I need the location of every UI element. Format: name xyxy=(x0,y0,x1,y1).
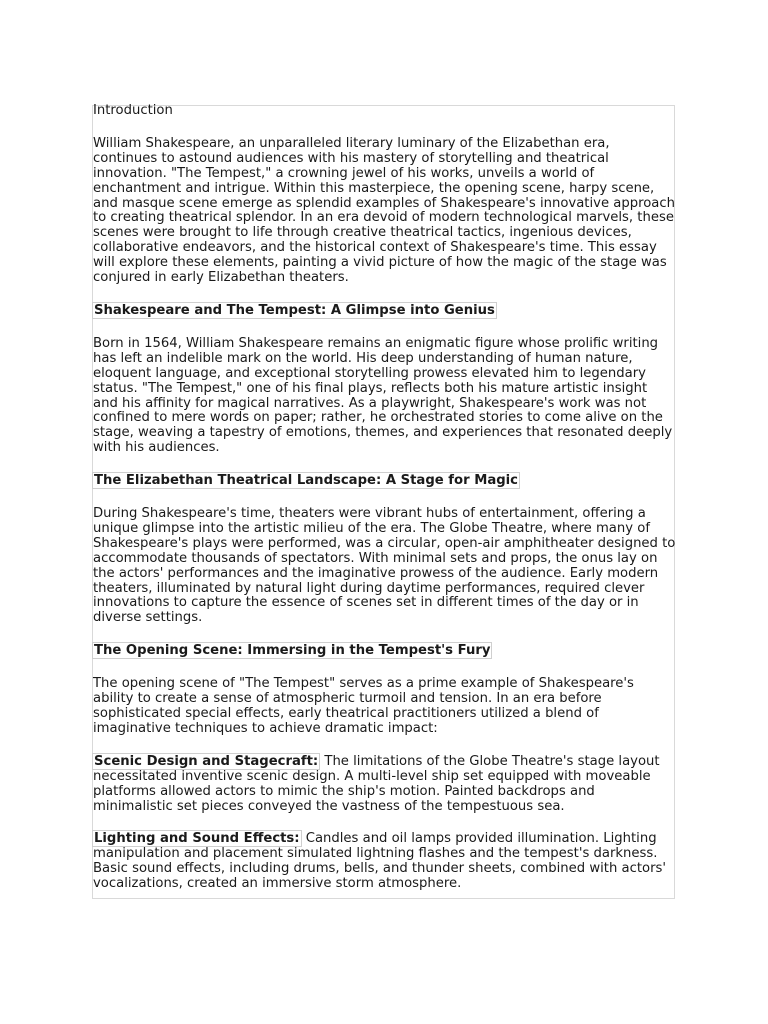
section-heading-genius xyxy=(93,304,676,319)
document-body xyxy=(93,104,676,892)
section-heading-landscape-text: The Elizabethan Theatrical Landscape: A Stage for Magic xyxy=(94,473,518,489)
point-scenic-design-text: The limitations of the Globe Theatre's stage layout necessitated inventive scenic design. A multi-level ship set equipped with moveable platforms allowed actors to mimic the ship's motion. Painted backdrops and minimalistic set pieces conveyed the vastness of the tempestuous sea. xyxy=(93,753,660,814)
section-heading-opening-scene-text: The Opening Scene: Immersing in the Tempest's Fury xyxy=(94,643,491,659)
point-scenic-design xyxy=(93,755,676,815)
section-body-landscape: During Shakespeare's time, theaters were vibrant hubs of entertainment, offering a unique glimpse into the artistic milieu of the era. The Globe Theatre, where many of Shakespeare's plays were performed, was a circular, open-air amphitheater designed to accommodate thousands of spectators. With minimal sets and props, the onus lay on the actors' performances and the imaginative prowess of the audience. Early modern theaters, illuminated by natural light during daytime performances, required clever innovations to capture the essence of scenes set in different times of the day or in diverse settings. xyxy=(93,506,676,626)
section-heading-opening-scene xyxy=(93,644,676,659)
section-heading-landscape xyxy=(93,474,676,489)
point-lighting-sound-text: Candles and oil lamps provided illumination. Lighting manipulation and placement simulated lightning flashes and the tempest's darkness. Basic sound effects, including drums, bells, and thunder sheets, combined with actors' vocalizations, created an immersive storm atmosphere. xyxy=(93,831,666,892)
introduction-label: Introduction xyxy=(93,103,173,118)
section-heading-genius-text: Shakespeare and The Tempest: A Glimpse into Genius xyxy=(94,302,495,318)
point-scenic-design-label: Scenic Design and Stagecraft: xyxy=(94,753,319,769)
section-body-opening-scene: The opening scene of "The Tempest" serves as a prime example of Shakespeare's ability to create a sense of atmospheric turmoil and tension. In an era before sophisticated special effects, early theatrical practitioners utilized a blend of imaginative techniques to achieve dramatic impact: xyxy=(93,676,634,736)
point-lighting-sound xyxy=(93,832,676,892)
section-body-genius: Born in 1564, William Shakespeare remains an enigmatic figure whose prolific writing has left an indelible mark on the world. His deep understanding of human nature, eloquent language, and exceptional storytelling prowess elevated him to legendary status. "The Tempest," one of his final plays, reflects both his mature artistic insight and his affinity for magical narratives. As a playwright, Shakespeare's work was not confined to mere words on paper; rather, he orchestrated stories to come alive on the stage, weaving a tapestry of emotions, themes, and experiences that resonated deeply with his audiences. xyxy=(93,335,673,456)
point-lighting-sound-label: Lighting and Sound Effects: xyxy=(94,831,300,847)
introduction-paragraph: William Shakespeare, an unparalleled literary luminary of the Elizabethan era, continues to astound audiences with his mastery of storytelling and theatrical innovation. "The Tempest," a crowning jewel of his works, unveils a world of enchantment and intrigue. Within this masterpiece, the opening scene, harpy scene, and masque scene emerge as splendid examples of Shakespeare's innovative approach to creating theatrical splendor. In an era devoid of modern technological marvels, these scenes were brought to life through creative theatrical tactics, ingenious devices, collaborative endeavors, and the historical context of Shakespeare's time. This essay will explore these elements, painting a vivid picture of how the magic of the stage was conjured in early Elizabethan theaters. xyxy=(93,135,675,286)
